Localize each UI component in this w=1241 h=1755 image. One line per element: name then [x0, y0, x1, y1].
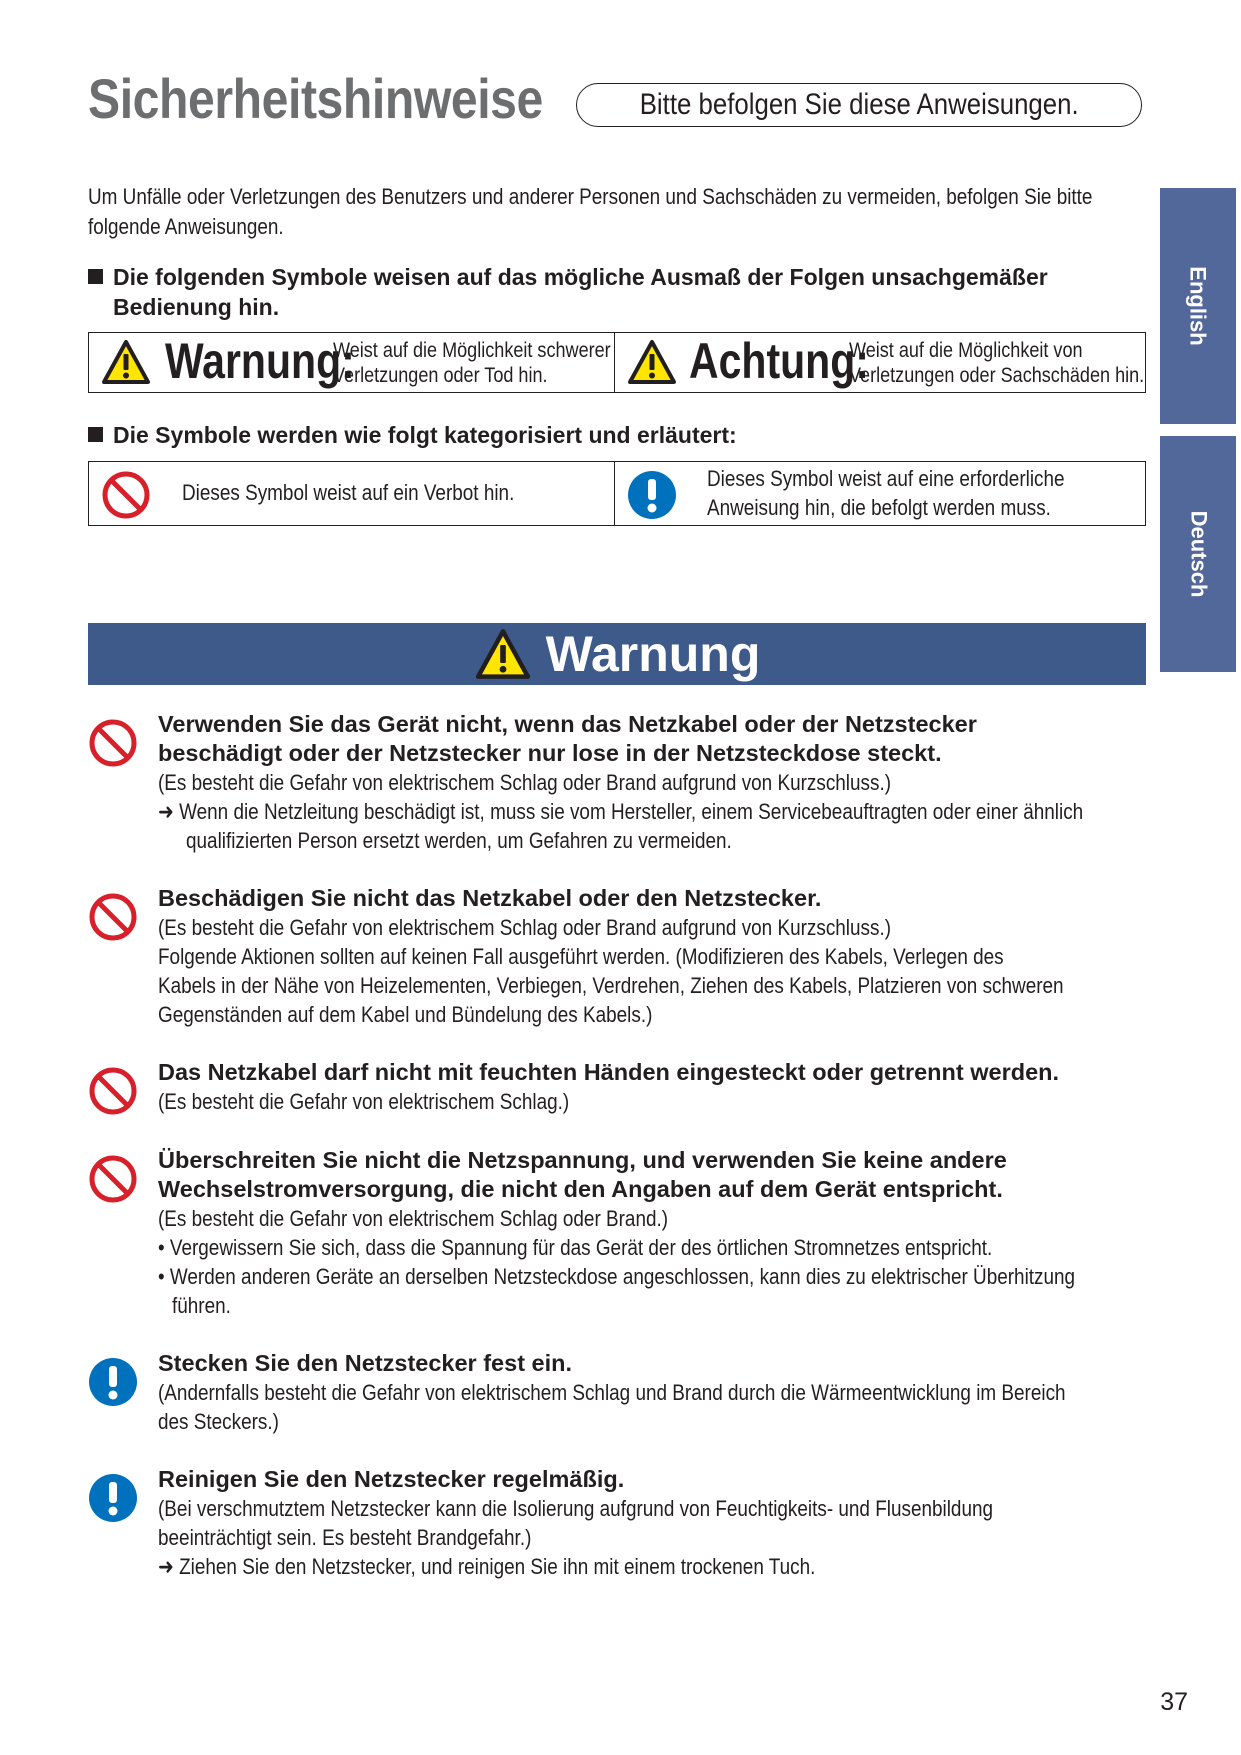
- item-text-line: (Es besteht die Gefahr von elektrischem Schlag oder Brand aufgrund von Kurzschluss.): [158, 915, 892, 940]
- item-heading-line: Beschädigen Sie nicht das Netzkabel oder den Netzstecker.: [158, 885, 822, 911]
- square-bullet-icon: [88, 427, 103, 442]
- intro-text: [88, 182, 1241, 242]
- warning-label: Warnung:: [165, 333, 355, 389]
- subtitle-box: [576, 83, 1142, 127]
- warning-description: [333, 338, 656, 388]
- caution-desc-line1: Weist auf die Möglichkeit von: [848, 339, 1083, 362]
- item-text-line: (Andernfalls besteht die Gefahr von elektrischem Schlag und Brand durch die Wärmeentwicklung im Bereich: [158, 1380, 1066, 1405]
- prohibition-icon: [101, 470, 151, 520]
- warning-item: [88, 1465, 1148, 1585]
- item-heading-line: Reinigen Sie den Netzstecker regelmäßig.: [158, 1466, 625, 1492]
- severity-table: [88, 332, 1146, 393]
- item-heading-line: Verwenden Sie das Gerät nicht, wenn das Netzkabel oder der Netzstecker: [158, 711, 977, 737]
- tab-deutsch[interactable]: [1160, 436, 1236, 672]
- page-title: Sicherheitshinweise: [88, 67, 543, 130]
- warning-item: [88, 1349, 1148, 1439]
- item-text-line: (Es besteht die Gefahr von elektrischem Schlag oder Brand aufgrund von Kurzschluss.): [158, 770, 892, 795]
- prohibition-icon: [88, 718, 138, 768]
- section1-heading-line1: Die folgenden Symbole weisen auf das mögliche Ausmaß der Folgen unsachgemäßer: [113, 264, 1048, 290]
- caution-label: Achtung:: [688, 333, 869, 389]
- intro-line-2: folgende Anweisungen.: [88, 214, 284, 239]
- mandatory-cell: [614, 462, 1146, 526]
- item-heading-line: beschädigt oder der Netzstecker nur lose in der Netzsteckdose steckt.: [158, 740, 942, 766]
- warning-item: [88, 710, 1148, 860]
- section1-heading: [88, 262, 1048, 322]
- item-bullet-line: • Vergewissern Sie sich, dass die Spannung für das Gerät der des örtlichen Stromnetzes entspricht.: [158, 1235, 993, 1260]
- section2-heading-text: Die Symbole werden wie folgt kategorisiert und erläutert:: [113, 422, 737, 448]
- item-text-line: Gegenständen auf dem Kabel und Bündelung des Kabels.): [158, 1002, 653, 1027]
- item-text-line: (Es besteht die Gefahr von elektrischem Schlag oder Brand.): [158, 1206, 669, 1231]
- warning-desc-line2: Verletzungen oder Tod hin.: [333, 364, 548, 387]
- item-text-line: qualifizierten Person ersetzt werden, um Gefahren zu vermeiden.: [186, 828, 732, 853]
- item-text-line: führen.: [172, 1293, 231, 1318]
- prohibit-description: Dieses Symbol weist auf ein Verbot hin.: [182, 480, 515, 505]
- item-text-line: beeinträchtigt sein. Es besteht Brandgefahr.): [158, 1525, 532, 1550]
- item-text-line: Kabels in der Nähe von Heizelementen, Verbiegen, Verdrehen, Ziehen des Kabels, Platzieren von schweren: [158, 973, 1064, 998]
- warning-item: [88, 1058, 1148, 1128]
- caution-description: [849, 338, 1192, 388]
- prohibition-icon: [88, 1154, 138, 1204]
- symbol-category-table: [88, 461, 1146, 526]
- prohibit-cell: [89, 462, 615, 526]
- caution-cell: [614, 333, 1146, 393]
- mandatory-description: [707, 464, 1123, 522]
- warning-triangle-icon: [474, 628, 532, 680]
- item-text-line: Folgende Aktionen sollten auf keinen Fall ausgeführt werden. (Modifizieren des Kabels, Verlegen des: [158, 944, 1004, 969]
- item-text-line: (Es besteht die Gefahr von elektrischem Schlag.): [158, 1089, 570, 1114]
- page-number: 37: [1160, 1688, 1188, 1716]
- item-heading-line: Überschreiten Sie nicht die Netzspannung, und verwenden Sie keine andere: [158, 1147, 1007, 1173]
- warning-item: [88, 884, 1148, 1034]
- item-heading-line: Das Netzkabel darf nicht mit feuchten Händen eingesteckt oder getrennt werden.: [158, 1059, 1060, 1085]
- caution-triangle-icon: [627, 339, 677, 385]
- item-arrow-line: ➜ Ziehen Sie den Netzstecker, und reinigen Sie ihn mit einem trockenen Tuch.: [158, 1554, 816, 1579]
- caution-desc-line2: Verletzungen oder Sachschäden hin.: [848, 364, 1144, 387]
- mandatory-desc-line2: Anweisung hin, die befolgt werden muss.: [706, 495, 1051, 520]
- mandatory-icon: [627, 470, 677, 520]
- item-heading-line: Wechselstromversorgung, die nicht den Angaben auf dem Gerät entspricht.: [158, 1176, 1003, 1202]
- item-heading-line: Stecken Sie den Netzstecker fest ein.: [158, 1350, 573, 1376]
- item-text-line: des Steckers.): [158, 1409, 279, 1434]
- prohibition-icon: [88, 892, 138, 942]
- square-bullet-icon: [88, 269, 103, 284]
- section1-heading-line2: Bedienung hin.: [113, 294, 280, 320]
- warning-item: [88, 1146, 1148, 1326]
- subtitle-text: Bitte befolgen Sie diese Anweisungen.: [639, 88, 1079, 121]
- mandatory-icon: [88, 1357, 138, 1407]
- section2-heading: [88, 420, 737, 450]
- warning-triangle-icon: [101, 339, 151, 385]
- item-bullet-line: • Werden anderen Geräte an derselben Netzsteckdose angeschlossen, kann dies zu elektrischer Überhitzung: [158, 1264, 1076, 1289]
- mandatory-desc-line1: Dieses Symbol weist auf eine erforderliche: [706, 466, 1065, 491]
- intro-line-1: Um Unfälle oder Verletzungen des Benutzers und anderer Personen und Sachschäden zu vermeiden, befolgen Sie bitte: [88, 184, 1093, 209]
- warning-desc-line1: Weist auf die Möglichkeit schwerer: [333, 339, 611, 362]
- warning-banner: [88, 623, 1146, 685]
- warning-banner-title: Warnung: [545, 626, 761, 682]
- item-arrow-line: ➜ Wenn die Netzleitung beschädigt ist, muss sie vom Hersteller, einem Servicebeauftragten oder einer ähnlich: [158, 799, 1084, 824]
- tab-english[interactable]: [1160, 188, 1236, 424]
- tab-english-label: English: [1186, 266, 1212, 346]
- warning-cell: [89, 333, 615, 393]
- prohibition-icon: [88, 1066, 138, 1116]
- mandatory-icon: [88, 1473, 138, 1523]
- item-text-line: (Bei verschmutztem Netzstecker kann die Isolierung aufgrund von Feuchtigkeits- und Flusenbildung: [158, 1496, 994, 1521]
- tab-deutsch-label: Deutsch: [1186, 510, 1212, 598]
